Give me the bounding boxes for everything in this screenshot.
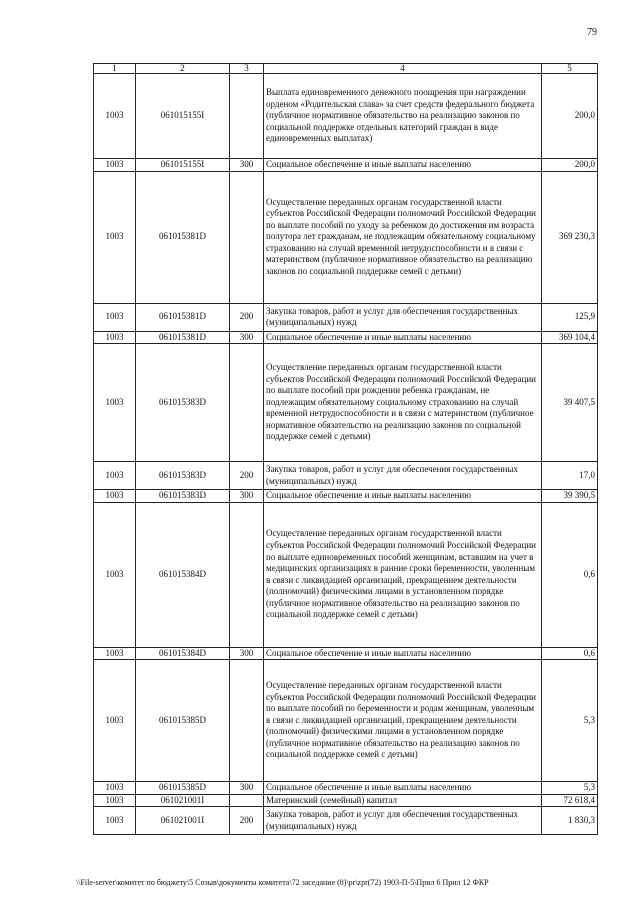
- amount-cell: 5,3: [542, 660, 598, 782]
- code-cell: 061015383D: [136, 462, 230, 490]
- amount-cell: 200,0: [542, 159, 598, 172]
- table-header-row: [94, 64, 598, 74]
- section-cell: 1003: [94, 502, 136, 647]
- name-cell: Осуществление переданных органам государственной власти субъектов Российской Федерации полномочий Российской Федерации по выплате пособий по беременности и родам женщинам, уволенным в связи с ликвидацией организаций, прекращением деятельности (полномочий) физическими лицами в установленном порядке (публичное нормативное обязательство на реализацию законов по социальной поддержке семей с детьми): [264, 660, 542, 782]
- header-col-1: 1: [94, 64, 136, 74]
- section-cell: 1003: [94, 660, 136, 782]
- section-cell: 1003: [94, 331, 136, 344]
- section-cell: 1003: [94, 159, 136, 172]
- header-col-3: 3: [230, 64, 264, 74]
- budget-table: [93, 63, 598, 835]
- table-row: [94, 171, 598, 303]
- code-cell: 061015384D: [136, 502, 230, 647]
- amount-cell: 369 230,3: [542, 171, 598, 303]
- code-cell: 061015385D: [136, 782, 230, 795]
- name-cell: Выплата единовременного денежного поощрения при награждении орденом «Родительская слава» за счет средств федерального бюджета (публичное нормативное обязательство на реализацию законов по социальной поддержке отдельных категорий граждан в виде единовременных выплатах): [264, 74, 542, 159]
- code-cell: 061021001I: [136, 807, 230, 835]
- name-cell: Осуществление переданных органам государственной власти субъектов Российской Федерации полномочий Российской Федерации по выплате пособий по уходу за ребенком до достижения им возраста полутора лет гражданам, не подлежащим обязательному социальному страхованию на случай временной нетрудоспособности и в связи с материнством (публичное нормативное обязательство на реализацию законов по социальной поддержке семей с детьми): [264, 171, 542, 303]
- type-cell: 200: [230, 303, 264, 331]
- table-row: [94, 462, 598, 490]
- page-number: 79: [587, 27, 597, 38]
- section-cell: 1003: [94, 807, 136, 835]
- name-cell: Осуществление переданных органам государственной власти субъектов Российской Федерации полномочий Российской Федерации по выплате пособий при рождении ребенка гражданам, не подлежащим обязательному социальному страхованию на случай временной нетрудоспособности и в связи с материнством (публичное нормативное обязательство на реализацию законов по социальной поддержке семей с детьми): [264, 344, 542, 462]
- code-cell: 061015381D: [136, 303, 230, 331]
- section-cell: 1003: [94, 647, 136, 660]
- type-cell: 300: [230, 647, 264, 660]
- amount-cell: 1 830,3: [542, 807, 598, 835]
- amount-cell: 5,3: [542, 782, 598, 795]
- table-row: [94, 660, 598, 782]
- code-cell: 061015384D: [136, 647, 230, 660]
- code-cell: 061015385D: [136, 660, 230, 782]
- section-cell: 1003: [94, 74, 136, 159]
- amount-cell: 72 618,4: [542, 794, 598, 807]
- name-cell: Закупка товаров, работ и услуг для обеспечения государственных (муниципальных) нужд: [264, 807, 542, 835]
- amount-cell: 39 390,5: [542, 490, 598, 503]
- code-cell: 061015155I: [136, 159, 230, 172]
- section-cell: 1003: [94, 462, 136, 490]
- table-row: [94, 74, 598, 159]
- type-cell: [230, 344, 264, 462]
- section-cell: 1003: [94, 344, 136, 462]
- name-cell: Социальное обеспечение и иные выплаты населению: [264, 159, 542, 172]
- type-cell: 200: [230, 807, 264, 835]
- code-cell: 061015381D: [136, 171, 230, 303]
- table-row: [94, 490, 598, 503]
- amount-cell: 200,0: [542, 74, 598, 159]
- table-row: [94, 331, 598, 344]
- section-cell: 1003: [94, 794, 136, 807]
- table-row: [94, 502, 598, 647]
- header-col-2: 2: [136, 64, 230, 74]
- name-cell: Закупка товаров, работ и услуг для обеспечения государственных (муниципальных) нужд: [264, 462, 542, 490]
- table-row: [94, 303, 598, 331]
- table-row: [94, 794, 598, 807]
- type-cell: [230, 794, 264, 807]
- header-col-5: 5: [542, 64, 598, 74]
- code-cell: 061015381D: [136, 331, 230, 344]
- table-row: [94, 647, 598, 660]
- amount-cell: 0,6: [542, 647, 598, 660]
- footer-file-path: \\File-server\комитет по бюджету\5 Созыв\документы комитета\72 заседание (8)\pr\zpr(72) 1903-П-5\Прил 6 Прил 12 ФКР: [76, 878, 489, 887]
- type-cell: [230, 660, 264, 782]
- code-cell: 061015155I: [136, 74, 230, 159]
- table-row: [94, 807, 598, 835]
- section-cell: 1003: [94, 303, 136, 331]
- name-cell: Осуществление переданных органам государственной власти субъектов Российской Федерации полномочий Российской Федерации по выплате единовременных пособий женщинам, вставшим на учет в медицинских организациях в ранние сроки беременности, уволенным в связи с ликвидацией организаций, прекращением деятельности (полномочий) физическими лицами в установленном порядке (публичное нормативное обязательство на реализацию законов по социальной поддержке семей с детьми): [264, 502, 542, 647]
- table-row: [94, 782, 598, 795]
- type-cell: 300: [230, 490, 264, 503]
- name-cell: Социальное обеспечение и иные выплаты населению: [264, 647, 542, 660]
- type-cell: [230, 502, 264, 647]
- amount-cell: 125,9: [542, 303, 598, 331]
- amount-cell: 17,0: [542, 462, 598, 490]
- name-cell: Социальное обеспечение и иные выплаты населению: [264, 490, 542, 503]
- name-cell: Материнский (семейный) капитал: [264, 794, 542, 807]
- section-cell: 1003: [94, 782, 136, 795]
- type-cell: 300: [230, 331, 264, 344]
- code-cell: 061021001I: [136, 794, 230, 807]
- table-row: [94, 344, 598, 462]
- amount-cell: 39 407,5: [542, 344, 598, 462]
- type-cell: 300: [230, 159, 264, 172]
- section-cell: 1003: [94, 171, 136, 303]
- name-cell: Социальное обеспечение и иные выплаты населению: [264, 331, 542, 344]
- type-cell: 200: [230, 462, 264, 490]
- amount-cell: 0,6: [542, 502, 598, 647]
- code-cell: 061015383D: [136, 490, 230, 503]
- name-cell: Социальное обеспечение и иные выплаты населению: [264, 782, 542, 795]
- type-cell: [230, 74, 264, 159]
- table-row: [94, 159, 598, 172]
- code-cell: 061015383D: [136, 344, 230, 462]
- amount-cell: 369 104,4: [542, 331, 598, 344]
- name-cell: Закупка товаров, работ и услуг для обеспечения государственных (муниципальных) нужд: [264, 303, 542, 331]
- type-cell: 300: [230, 782, 264, 795]
- type-cell: [230, 171, 264, 303]
- header-col-4: 4: [264, 64, 542, 74]
- section-cell: 1003: [94, 490, 136, 503]
